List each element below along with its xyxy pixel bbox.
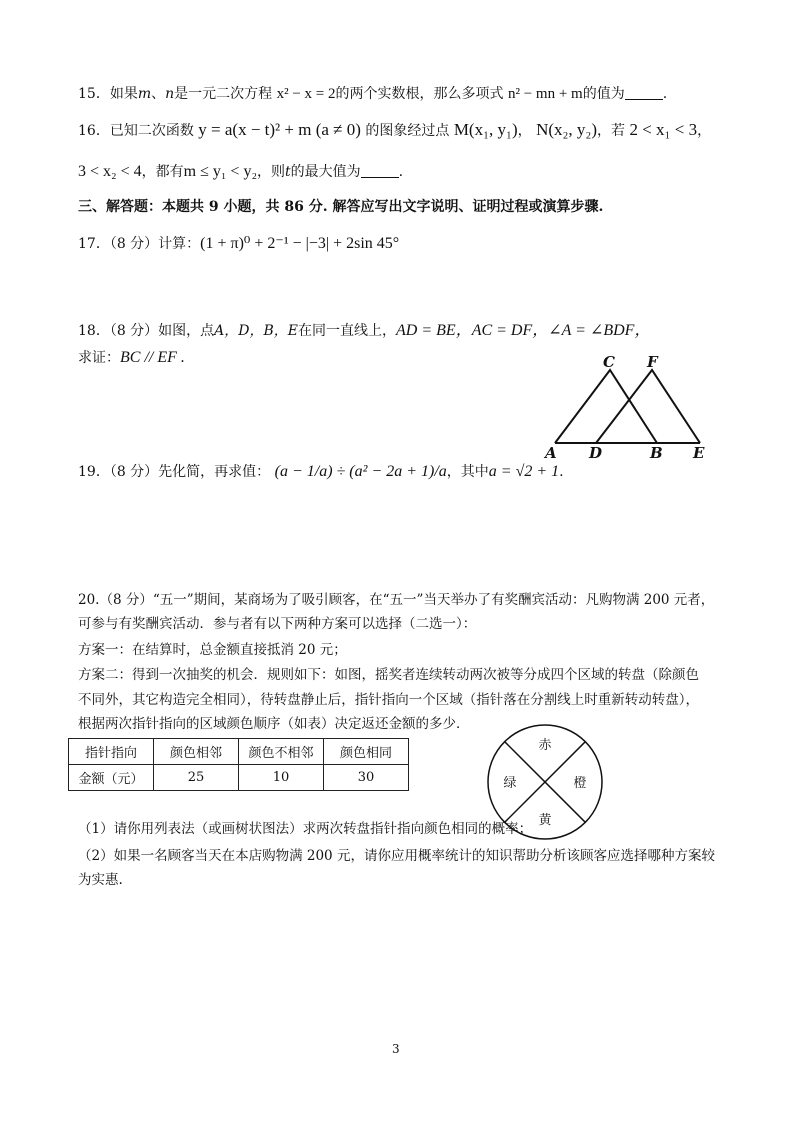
q15-text1: 是一元二次方程: [174, 86, 273, 102]
q19-prefix: 19．（8 分）先化简，再求值：: [78, 464, 271, 480]
question-16-line2: [78, 162, 403, 182]
triangle-acb: [555, 370, 657, 443]
q18-conditions: AD = BE，AC = DF，∠A = ∠BDF，: [396, 322, 651, 339]
question-18-line2: [78, 348, 185, 368]
q20-line-5: 不同外，其它构造完全相同），待转盘静止后，指针指向一个区域（指针落在分割线上时重新转动转盘），: [78, 692, 699, 708]
q18-prove-label: 求证：: [78, 350, 120, 366]
q15-prefix: 15．如果: [78, 86, 138, 102]
q20-sub-question-2: （2）如果一名顾客当天在本店购物满 200 元，请你应用概率统计的知识帮助分析该顾客应选择哪种方案较: [78, 848, 715, 864]
question-17: [78, 234, 399, 254]
wheel-right-label: 橙: [573, 776, 587, 791]
label-f: F: [647, 353, 658, 371]
q16-point-m: M(x₁, y₁): [453, 120, 518, 139]
wheel-left-label: 绿: [503, 776, 517, 791]
q16-text2: ，若: [597, 123, 626, 139]
q18-mid: 在同一直线上，: [298, 323, 397, 339]
q15-sep: 、: [151, 86, 166, 102]
label-b: B: [650, 444, 663, 462]
q16-condition-3: m ≤ y₁ < y₂: [183, 163, 258, 180]
q20-sub-question-1: （1）请你用列表法（或画树状图法）求两次转盘指针指向颜色相同的概率；: [78, 821, 533, 837]
label-d: D: [589, 444, 603, 462]
q16-text4: ，则: [257, 164, 286, 180]
q20-line-6: 根据两次指针指向的区域颜色顺序（如表）决定返还金额的多少．: [78, 716, 470, 732]
q15-m: m: [137, 86, 152, 102]
wheel-top-label: 赤: [538, 738, 552, 753]
label-a: A: [545, 444, 557, 462]
q20-line-1: 20.（8 分）“五一”期间，某商场为了吸引顾客，在“五一”当天举办了有奖酬宾活动：凡购物满 200 元者，: [78, 592, 715, 608]
q19-value: a = √2 + 1: [488, 463, 560, 480]
q20-plan-two: 方案二：得到一次抽奖的机会．规则如下：如图，摇奖者连续转动两次被等分成四个区域的转盘（除颜色: [78, 667, 699, 683]
label-c: C: [603, 353, 615, 371]
question-16-line1: [78, 120, 711, 141]
section-heading: 三、解答题：本题共 9 小题，共 86 分. 解答应写出文字说明、证明过程或演算步骤.: [78, 199, 604, 215]
q20-sub-question-2-cont: 为实惠.: [78, 872, 123, 888]
label-e: E: [693, 444, 705, 462]
q16-comma: ，: [517, 123, 532, 139]
q17-expression: (1 + π)⁰ + 2⁻¹ − |−3| + 2sin 45°: [200, 235, 400, 252]
question-19: [78, 462, 564, 482]
q15-text3: 的值为: [582, 86, 625, 102]
q16-condition-1: 2 < x₁ < 3: [629, 120, 698, 139]
answer-blank: [361, 163, 399, 178]
q18-points: A，D，B，E: [214, 323, 299, 339]
q19-mid: ，其中: [446, 464, 489, 480]
q16-t: t: [285, 164, 291, 180]
page-number: 3: [392, 1042, 400, 1056]
q15-polynomial: n² − mn + m: [507, 86, 583, 102]
prize-table: [68, 738, 409, 791]
q18-prefix: 18．（8 分）如图，点: [78, 323, 215, 339]
table-cell: 10: [239, 765, 324, 791]
q15-equation: x² − x = 2: [276, 86, 336, 102]
table-cell: 金额（元）: [69, 765, 154, 791]
q16-function: y = a(x − t)² + m (a ≠ 0): [198, 120, 361, 139]
q18-goal: BC // EF .: [120, 349, 185, 366]
q16-point-n: N(x₂, y₂): [536, 120, 598, 139]
q16-condition-2: 3 < x₂ < 4: [78, 163, 142, 180]
question-15: [78, 84, 667, 104]
q15-end: .: [662, 86, 668, 102]
q19-end: .: [559, 464, 564, 480]
table-header-cell: 颜色相邻: [154, 739, 239, 765]
q16-text5: 的最大值为: [290, 164, 361, 180]
table-header-cell: 颜色不相邻: [239, 739, 324, 765]
q17-prefix: 17．（8 分）计算：: [78, 236, 201, 252]
triangle-dfe: [596, 370, 700, 443]
q15-text2: 的两个实数根，那么多项式: [335, 86, 504, 102]
q16-end: .: [398, 164, 404, 180]
table-row: [69, 739, 409, 765]
q16-prefix: 16．已知二次函数: [78, 123, 194, 139]
q20-plan-one: 方案一：在结算时，总金额直接抵消 20 元；: [78, 642, 347, 658]
table-cell: 30: [324, 765, 409, 791]
wheel-bottom-label: 黄: [538, 813, 552, 828]
table-header-cell: 颜色相同: [324, 739, 409, 765]
q19-expression: (a − 1/a) ÷ (a² − 2a + 1)/a: [274, 463, 447, 480]
answer-blank: [625, 85, 663, 100]
q16-text3: ，都有: [141, 164, 184, 180]
q15-n: n: [165, 86, 175, 102]
q20-line-2: 可参与有奖酬宾活动．参与者有以下两种方案可以选择（二选一）：: [78, 616, 477, 632]
triangle-figure: [540, 348, 720, 463]
table-header-cell: 指针指向: [69, 739, 154, 765]
question-18-line1: [78, 321, 650, 341]
table-cell: 25: [154, 765, 239, 791]
q16-comma-2: ，: [697, 123, 712, 139]
q16-text1: 的图象经过点: [365, 123, 450, 139]
table-row: [69, 765, 409, 791]
